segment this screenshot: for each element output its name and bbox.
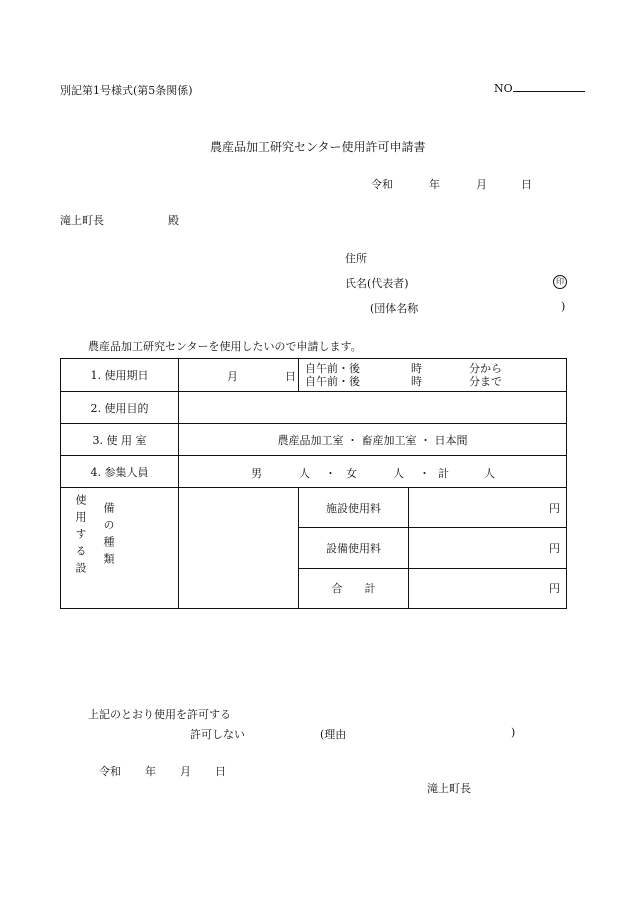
purpose-field[interactable] xyxy=(179,392,567,424)
separator-dot: ・ xyxy=(419,466,430,480)
from-hour: 時 xyxy=(411,362,422,375)
equipment-vertical-label-1: 使用する設 xyxy=(74,494,87,579)
reason-close: ) xyxy=(511,726,516,739)
month-unit: 月 xyxy=(227,370,238,383)
date-era: 令和 xyxy=(371,178,393,191)
room-options[interactable]: 農産品加工室 ・ 畜産加工室 ・ 日本間 xyxy=(179,424,567,456)
row-purpose xyxy=(61,392,567,424)
attendees-field[interactable] xyxy=(179,456,567,488)
facility-fee-label: 施設使用料 xyxy=(299,488,409,528)
usage-time-field[interactable] xyxy=(299,359,567,392)
room-label: 3. 使 用 室 xyxy=(61,424,179,456)
date-year: 年 xyxy=(429,178,440,191)
equipment-fee-field[interactable]: 円 xyxy=(409,528,567,568)
application-table xyxy=(60,358,567,609)
group-name-close: ) xyxy=(561,300,566,313)
row-attendees xyxy=(61,456,567,488)
name-label: 氏名(代表者) xyxy=(345,277,409,290)
row-room xyxy=(61,424,567,456)
separator-dot: ・ xyxy=(325,466,336,480)
no-label: NO xyxy=(494,82,513,95)
equipment-type-header xyxy=(61,488,179,609)
approval-text: 上記のとおり使用を許可する xyxy=(88,708,231,721)
usage-date-label: 1. 使用期日 xyxy=(61,359,179,392)
approval-month: 月 xyxy=(180,765,191,778)
approval-era: 令和 xyxy=(99,765,121,778)
total-fee-field[interactable]: 円 xyxy=(409,568,567,608)
from-minute: 分から xyxy=(469,362,502,375)
row-facility-fee xyxy=(61,488,567,528)
no-field[interactable] xyxy=(513,91,585,92)
address-label: 住所 xyxy=(345,252,367,265)
total-fee-label: 合 計 xyxy=(299,568,409,608)
female-label: 女 xyxy=(346,466,357,480)
date-month: 月 xyxy=(476,178,487,191)
total-unit: 人 xyxy=(484,466,495,480)
approval-year: 年 xyxy=(145,765,156,778)
reason-label: (理由 xyxy=(320,728,347,741)
to-minute: 分まで xyxy=(469,375,502,388)
male-unit: 人 xyxy=(299,466,310,480)
facility-fee-field[interactable]: 円 xyxy=(409,488,567,528)
purpose-label: 2. 使用目的 xyxy=(61,392,179,424)
usage-date-field[interactable] xyxy=(179,359,299,392)
date-day: 日 xyxy=(521,178,532,191)
female-unit: 人 xyxy=(393,466,404,480)
document-number xyxy=(494,82,585,95)
to-ampm: 自午前・後 xyxy=(305,375,360,388)
intro-text: 農産品加工研究センターを使用したいので申請します。 xyxy=(88,340,362,353)
day-unit: 日 xyxy=(285,370,296,383)
addressee-name: 滝上町長 xyxy=(60,214,104,227)
row-usage-date xyxy=(61,359,567,392)
equipment-fee-label: 設備使用料 xyxy=(299,528,409,568)
attendees-label: 4. 参集人員 xyxy=(61,456,179,488)
equipment-vertical-label-2: 備の種類 xyxy=(102,502,115,570)
signer-name: 滝上町長 xyxy=(427,782,471,795)
addressee-honorific: 殿 xyxy=(168,214,179,227)
total-label: 計 xyxy=(438,466,449,480)
form-number-label: 別記第1号様式(第5条関係) xyxy=(60,84,193,97)
male-label: 男 xyxy=(251,466,262,480)
group-name-label: (団体名称 xyxy=(370,302,419,315)
denial-text: 許可しない xyxy=(190,728,245,741)
seal-icon: 印 xyxy=(553,275,567,289)
approval-day: 日 xyxy=(215,765,226,778)
from-ampm: 自午前・後 xyxy=(305,362,360,375)
to-hour: 時 xyxy=(411,375,422,388)
page-title: 農産品加工研究センター使用許可申請書 xyxy=(210,140,426,154)
equipment-type-field[interactable] xyxy=(179,488,299,609)
